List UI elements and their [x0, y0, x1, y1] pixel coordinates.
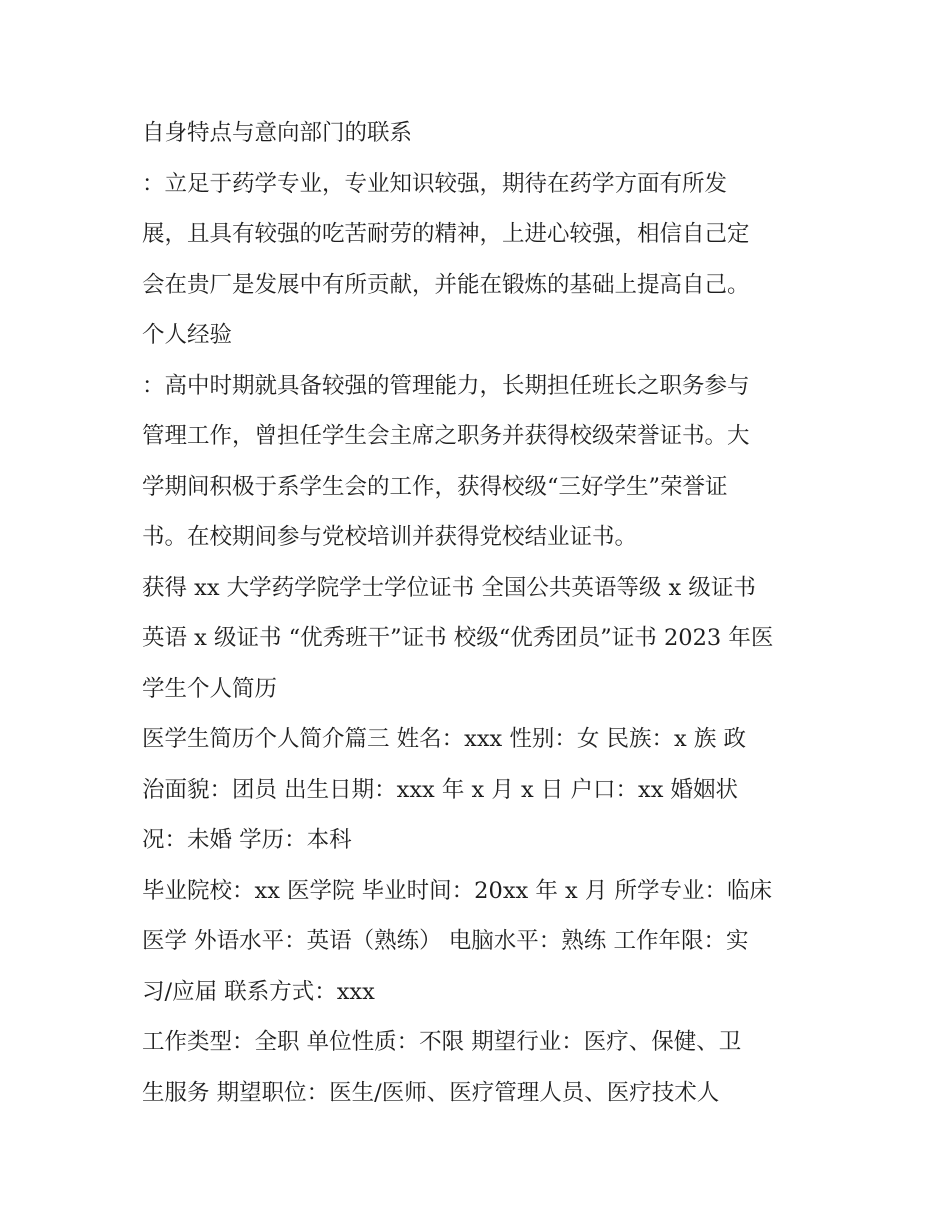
text-line: 自身特点与意向部门的联系: [142, 120, 413, 146]
text-line: 工作类型：全职 单位性质：不限 期望行业：医疗、保健、卫: [142, 1029, 742, 1055]
text-line: 况：未婚 学历：本科: [142, 827, 352, 853]
text-line: 获得 xx 大学药学院学士学位证书 全国公共英语等级 x 级证书: [142, 574, 756, 601]
text-line: 学期间积极于系学生会的工作，获得校级“三好学生”荣誉证: [142, 473, 728, 500]
text-line: 毕业院校：xx 医学院 毕业时间：20xx 年 x 月 所学专业：临床: [142, 877, 772, 904]
document-page: [142, 108, 822, 1118]
text-line: 习/应届 联系方式：xxx: [142, 978, 375, 1005]
text-line: 医学生简历个人简介篇三 姓名：xxx 性别：女 民族：x 族 政: [142, 726, 747, 752]
text-line: 生服务 期望职位：医生/医师、医疗管理人员、医疗技术人: [142, 1079, 720, 1106]
text-line: 英语 x 级证书 “优秀班干”证书 校级“优秀团员”证书 2023 年医: [142, 625, 774, 651]
text-line: 医学 外语水平：英语（熟练） 电脑水平：熟练 工作年限：实: [142, 928, 749, 954]
text-line: ：立足于药学专业，专业知识较强，期待在药学方面有所发: [142, 170, 728, 197]
text-line: 展，且具有较强的吃苦耐劳的精神，上进心较强，相信自己定: [142, 221, 750, 247]
text-line: 学生个人简历: [142, 675, 278, 702]
text-line: 个人经验: [142, 322, 233, 348]
text-line: 治面貌：团员 出生日期：xxx 年 x 月 x 日 户口：xx 婚姻状: [142, 776, 739, 803]
text-line: 会在贵厂是发展中有所贡献，并能在锻炼的基础上提高自己。: [142, 271, 750, 298]
text-line: ：高中时期就具备较强的管理能力，长期担任班长之职务参与: [142, 372, 750, 399]
text-line: 书。在校期间参与党校培训并获得党校结业证书。: [142, 524, 638, 550]
text-line: 管理工作，曾担任学生会主席之职务并获得校级荣誉证书。大: [142, 423, 750, 449]
